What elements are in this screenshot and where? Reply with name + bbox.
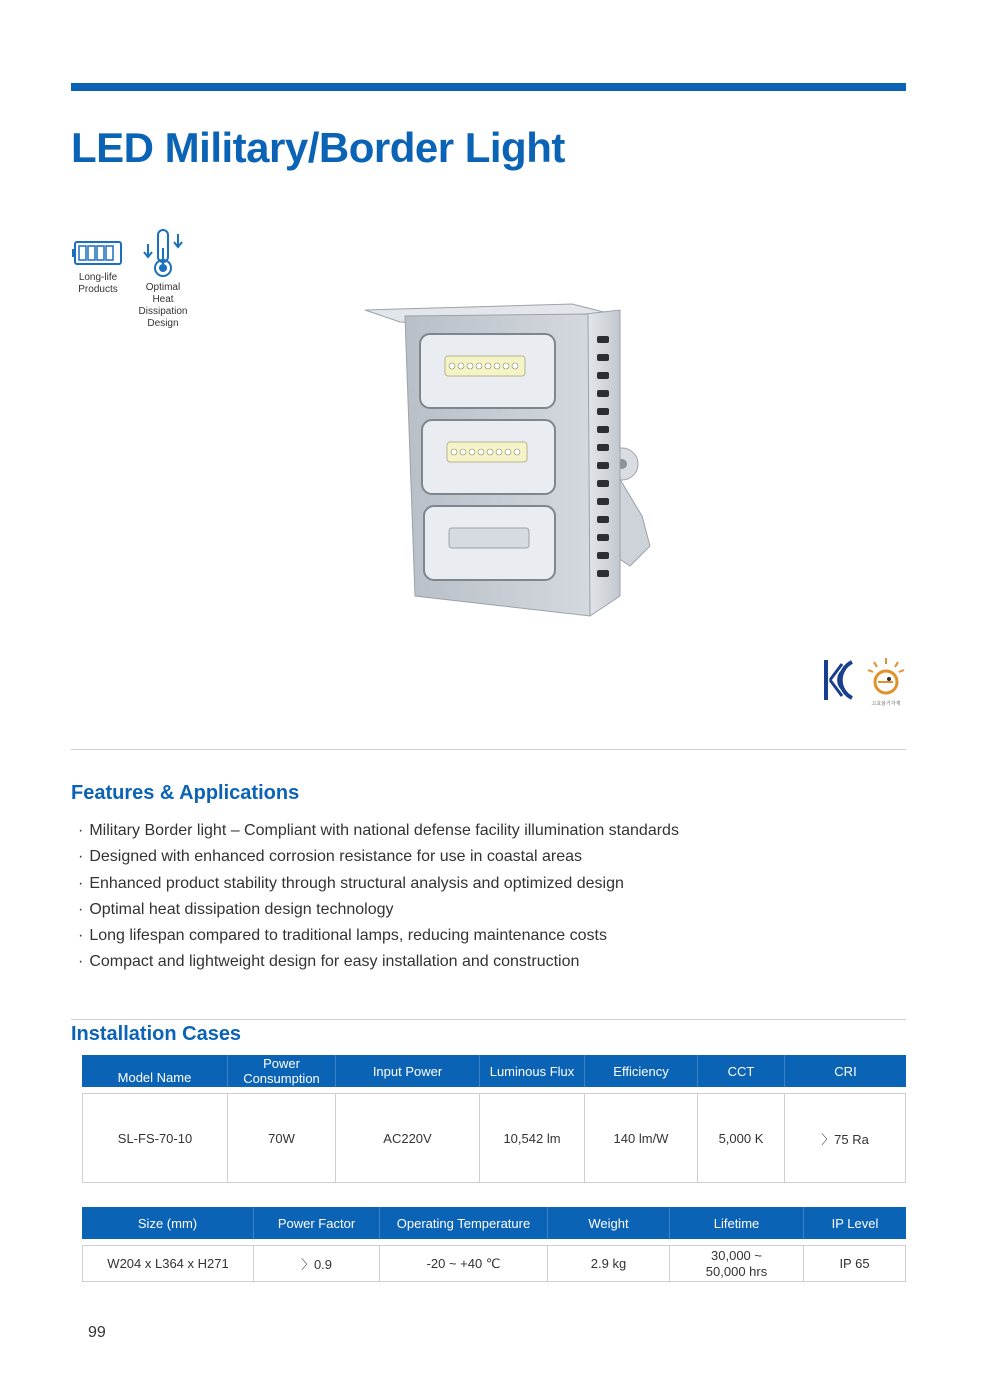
thermometer-icon: [139, 226, 187, 278]
kc-mark-icon: [822, 656, 856, 704]
table-cell: AC220V: [336, 1093, 480, 1183]
table-header: CRI: [785, 1055, 906, 1087]
table-header: Model Name: [82, 1055, 228, 1087]
feature-label-line: Dissipation: [138, 306, 188, 317]
list-item: · Optimal heat dissipation design technology: [78, 897, 679, 923]
table-header: CCT: [698, 1055, 785, 1087]
table-cell: [670, 1245, 804, 1282]
feature-label-line: Optimal: [145, 282, 181, 293]
led-floodlight-product-image: [360, 296, 670, 626]
table-cell: SL-FS-70-10: [82, 1093, 228, 1183]
table-cell: 140 lm/W: [585, 1093, 698, 1183]
header-line: Power: [263, 1056, 300, 1071]
table-cell: -20 ~ +40 ℃: [380, 1245, 548, 1282]
table-header: Weight: [548, 1207, 670, 1239]
list-item: · Enhanced product stability through structural analysis and optimized design: [78, 871, 679, 897]
features-list: [78, 818, 679, 976]
table-header: IP Level: [804, 1207, 906, 1239]
table-header: Power Factor: [254, 1207, 380, 1239]
cell-line: 50,000 hrs: [705, 1263, 768, 1279]
feature-heat-dissipation: [134, 226, 192, 330]
feature-long-life: [70, 238, 126, 296]
e-mark: [864, 656, 908, 707]
table-header: Lifetime: [670, 1207, 804, 1239]
list-item: · Designed with enhanced corrosion resistance for use in coastal areas: [78, 844, 679, 870]
table-row: [82, 1245, 906, 1282]
table-row: [82, 1093, 906, 1183]
table-header: Input Power: [336, 1055, 480, 1087]
table-cell: 5,000 K: [698, 1093, 785, 1183]
table-header: [228, 1055, 336, 1087]
divider: [71, 1019, 906, 1020]
table-header: Efficiency: [585, 1055, 698, 1087]
header-line: Consumption: [243, 1071, 320, 1086]
table-cell: 70W: [228, 1093, 336, 1183]
cell-line: 30,000 ~: [711, 1247, 762, 1263]
top-accent-bar: [71, 83, 906, 91]
feature-label-line: Heat: [152, 294, 174, 305]
table-header: Size (mm): [82, 1207, 254, 1239]
list-item: · Long lifespan compared to traditional lamps, reducing maintenance costs: [78, 923, 679, 949]
spec-table-2: [82, 1207, 906, 1282]
table-cell: 10,542 lm: [480, 1093, 585, 1183]
battery-icon: [71, 238, 125, 268]
table-cell: W204 x L364 x H271: [82, 1245, 254, 1282]
table-cell: 2.9 kg: [548, 1245, 670, 1282]
installation-heading: Installation Cases: [71, 1023, 242, 1045]
table-cell: 〉75 Ra: [785, 1093, 906, 1183]
table-header: Operating Temperature: [380, 1207, 548, 1239]
spec-table-1: [82, 1055, 906, 1183]
divider: [71, 749, 906, 750]
table-header: Luminous Flux: [480, 1055, 585, 1087]
feature-label-line: Design: [147, 318, 179, 329]
page-number: 99: [88, 1324, 106, 1341]
table-header-row: [82, 1055, 906, 1087]
list-item: · Military Border light – Compliant with national defense facility illumination standards: [78, 818, 679, 844]
feature-label-line: Long-life: [78, 272, 118, 283]
table-cell: 〉0.9: [254, 1245, 380, 1282]
list-item: · Compact and lightweight design for easy installation and construction: [78, 949, 679, 975]
feature-label-line: Products: [78, 284, 118, 295]
table-cell: IP 65: [804, 1245, 906, 1282]
e-mark-icon: [864, 656, 908, 696]
features-heading: Features & Applications: [71, 782, 300, 804]
e-mark-label: 고효율기자재: [871, 701, 901, 707]
table-header-row: [82, 1207, 906, 1239]
page-title: LED Military/Border Light: [71, 124, 565, 171]
